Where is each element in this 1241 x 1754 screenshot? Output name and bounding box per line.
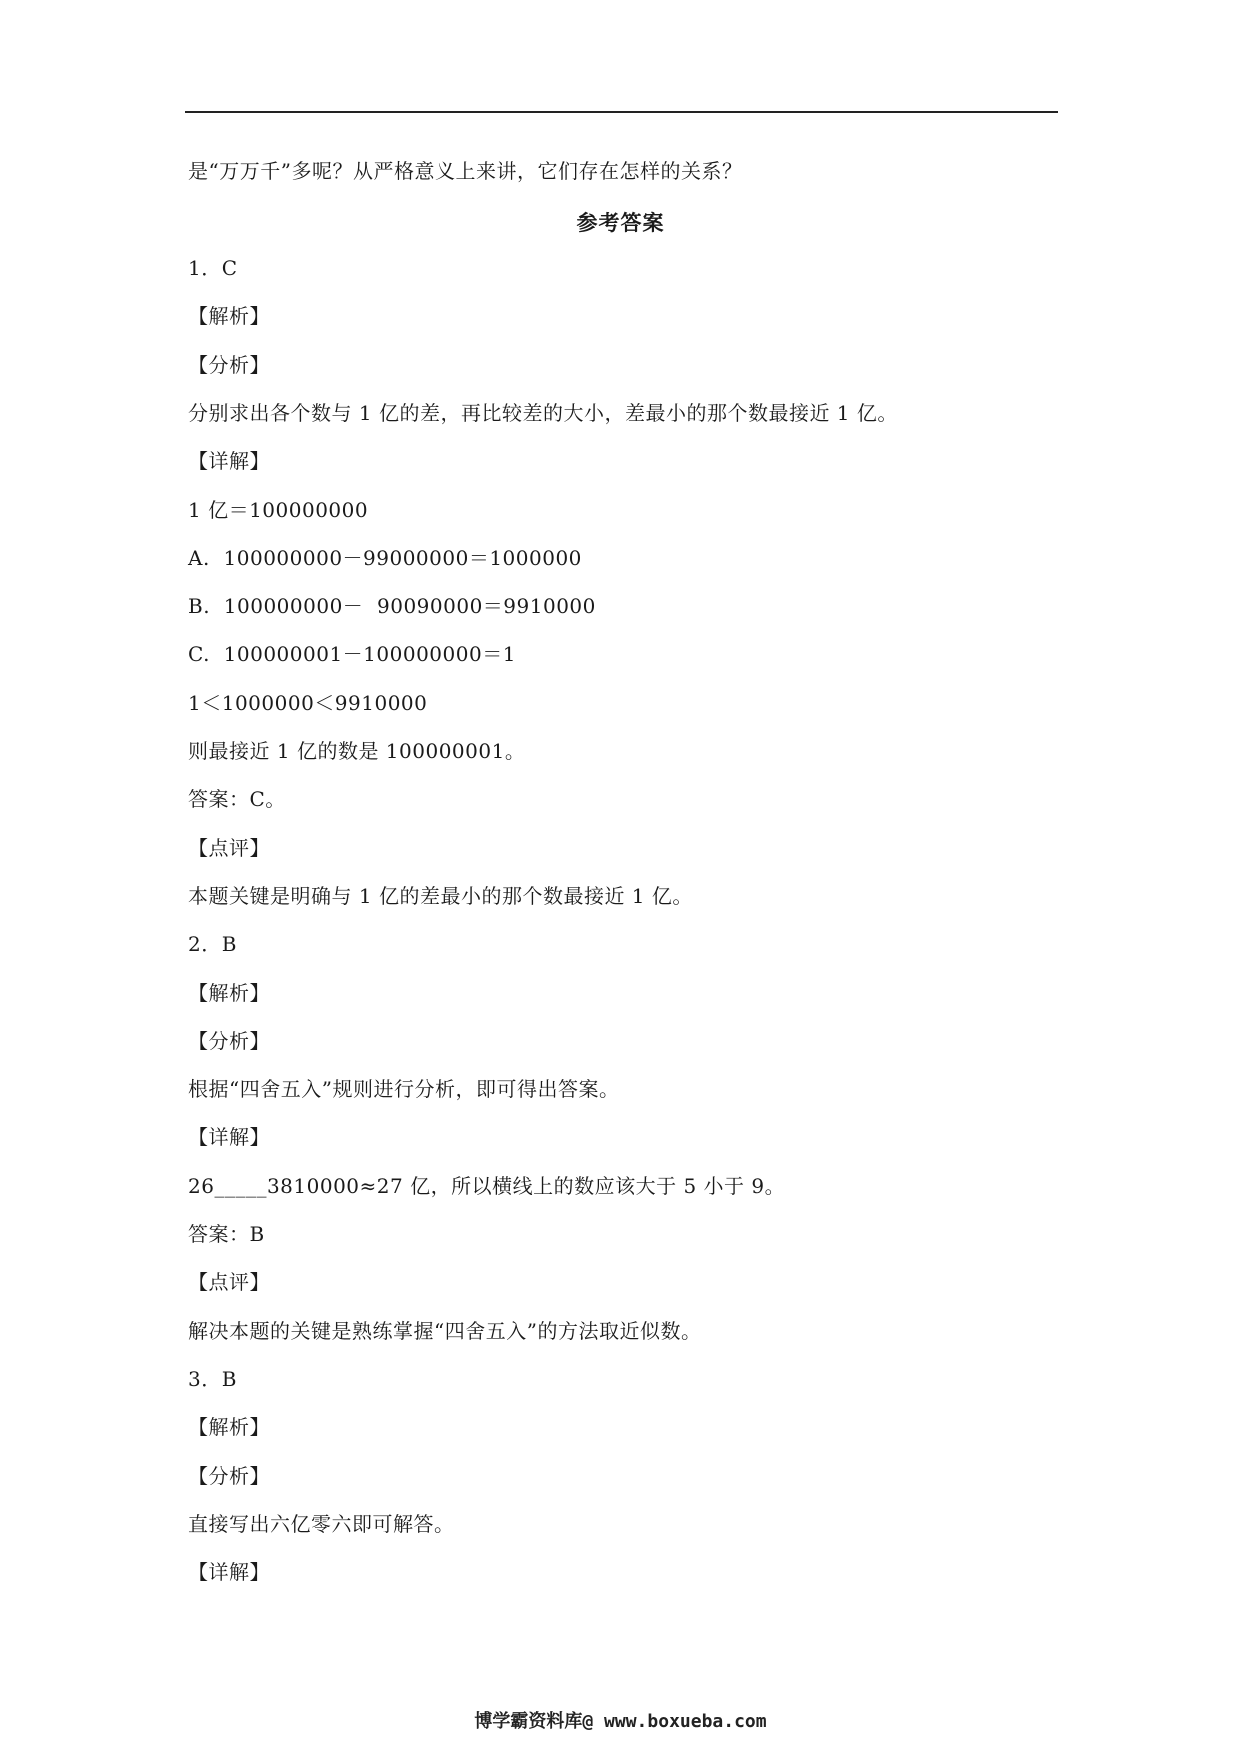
answer-line: 根据“四舍五入”规则进行分析，即可得出答案。	[188, 1077, 620, 1101]
answer-line: 【解析】	[188, 981, 270, 1005]
answer-line: 【点评】	[188, 1270, 270, 1294]
answer-line: 【详解】	[188, 1560, 270, 1584]
answer-line: 则最接近 1 亿的数是 100000001。	[188, 739, 526, 763]
answer-line: 2．B	[188, 932, 237, 956]
answer-line: 【分析】	[188, 1464, 270, 1488]
header-rule	[185, 111, 1058, 113]
answer-line: 【分析】	[188, 1029, 270, 1053]
answer-line: 【解析】	[188, 1415, 270, 1439]
answer-line: 【详解】	[188, 1125, 270, 1149]
answer-heading: 参考答案	[576, 210, 665, 235]
answer-line: 【分析】	[188, 353, 270, 377]
answer-line: 答案：C。	[188, 787, 286, 811]
intro-line: 是“万万千”多呢？从严格意义上来讲，它们存在怎样的关系？	[188, 159, 743, 183]
answer-line: A. 100000000－99000000＝1000000	[188, 546, 582, 570]
answer-line: 直接写出六亿零六即可解答。	[188, 1512, 455, 1536]
answer-line: 3．B	[188, 1367, 237, 1391]
footer-watermark: 博学霸资料库@ www.boxueba.com	[474, 1711, 767, 1732]
answer-line: 26_____3810000≈27 亿，所以横线上的数应该大于 5 小于 9。	[188, 1174, 786, 1198]
answer-line: 【详解】	[188, 449, 270, 473]
answer-line: B. 100000000－ 90090000＝9910000	[188, 594, 596, 618]
answer-line: 【点评】	[188, 836, 270, 860]
answer-line: 答案：B	[188, 1222, 265, 1246]
answer-line: 解决本题的关键是熟练掌握“四舍五入”的方法取近似数。	[188, 1319, 702, 1343]
answer-line: 1 亿＝100000000	[188, 498, 369, 522]
answer-line: 本题关键是明确与 1 亿的差最小的那个数最接近 1 亿。	[188, 884, 693, 908]
answer-line: 分别求出各个数与 1 亿的差，再比较差的大小，差最小的那个数最接近 1 亿。	[188, 401, 898, 425]
answer-line: 【解析】	[188, 304, 270, 328]
answer-line: 1．C	[188, 256, 238, 280]
answer-line: 1＜1000000＜9910000	[188, 691, 428, 715]
answer-line: C. 100000001－100000000＝1	[188, 642, 516, 666]
